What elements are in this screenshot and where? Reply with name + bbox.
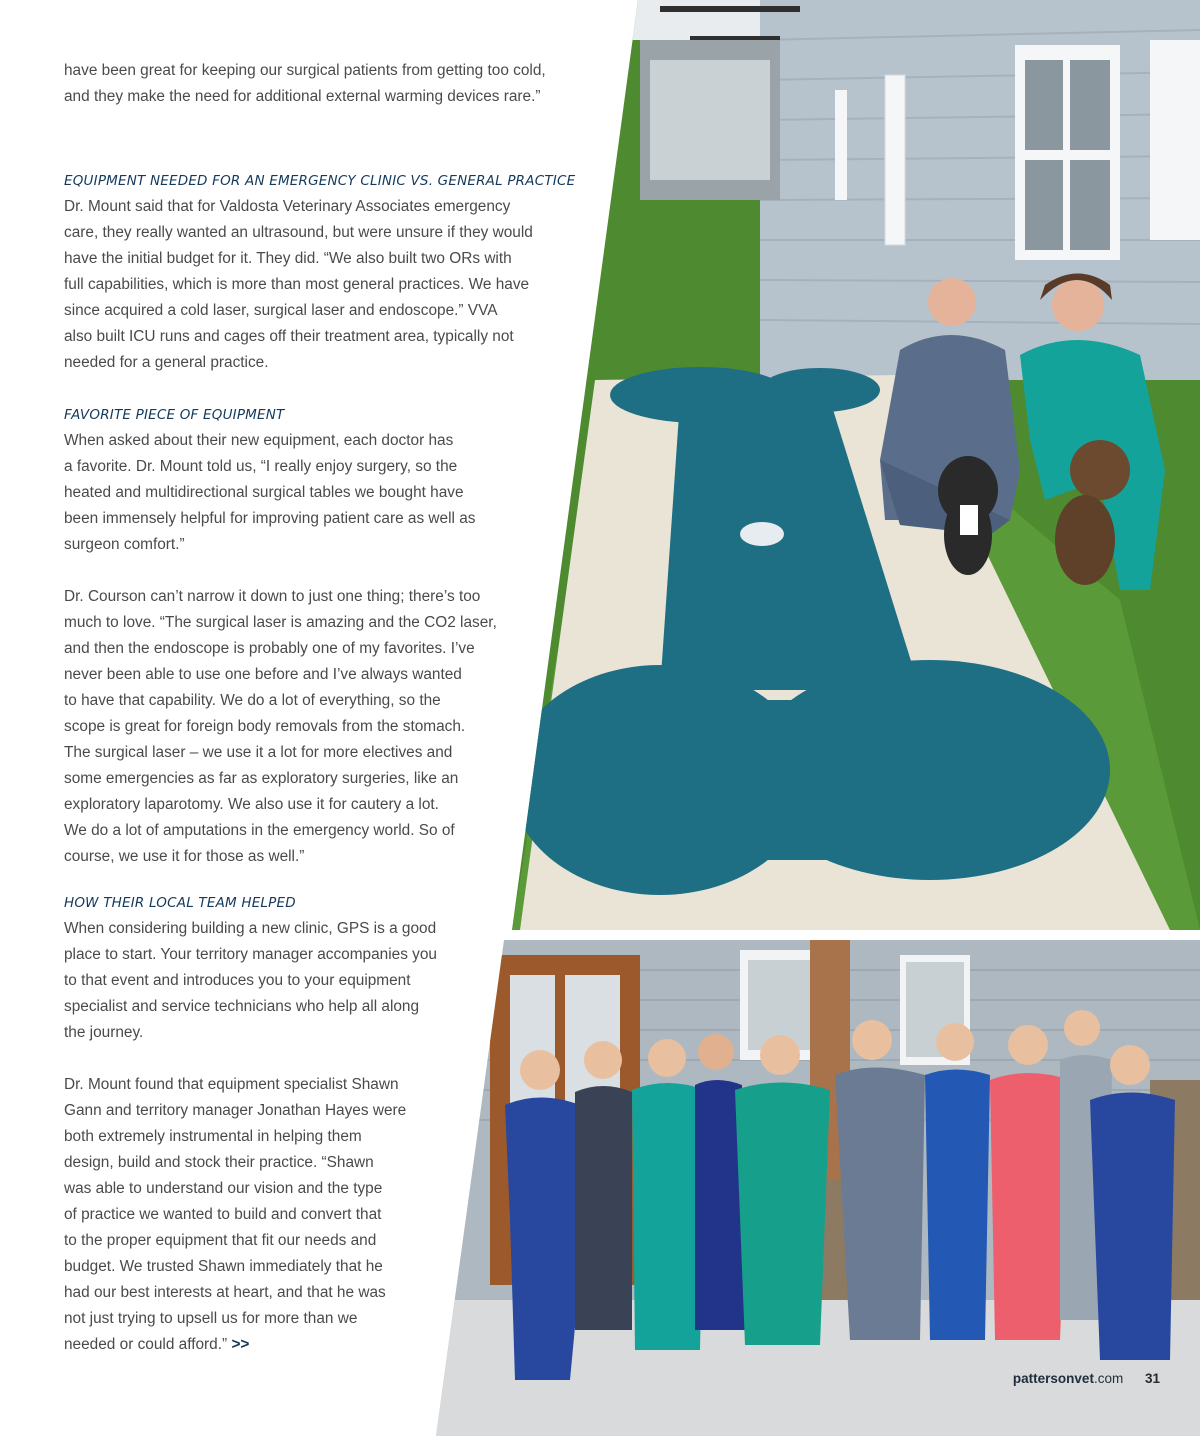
pool-drain: [740, 522, 784, 546]
footer-site-link[interactable]: pattersonvet.com: [1012, 1371, 1124, 1386]
paragraph-intro: have been great for keeping our surgical patients from getting too cold, and they make the need for additional external warming devices rare.”: [64, 62, 546, 105]
section-heading-favorite-equipment: FAVORITE PIECE OF EQUIPMENT: [64, 407, 285, 423]
article-text: [64, 58, 604, 1358]
section-heading-equipment-needed: EQUIPMENT NEEDED FOR AN EMERGENCY CLINIC VS. GENERAL PRACTICE: [64, 173, 576, 189]
paragraph-favorite-courson: Dr. Courson can’t narrow it down to just one thing; there’s too much to love. “The surgical laser is amazing and the CO2 laser, and then the endoscope is probably one of my favorites. I’ve never been able to use one before and I’ve always wanted to have that capability. We do a lot of everything, so the scope is great for foreign body removals from the stomach. The surgical laser – we use it a lot for more electives and some emergencies as far as exploratory surgeries, like an exploratory laparotomy. We also use it for cautery a lot. We do a lot of amputations in the emergency world. So of course, we use it for those as well.”: [64, 588, 497, 865]
page-footer: [940, 1371, 1160, 1386]
paragraph-local-team-shawn: Dr. Mount found that equipment specialist Shawn Gann and territory manager Jonathan Hayes were both extremely instrumental in helping them design, build and stock their practice. “Shawn was able to understand our vision and the type of practice we wanted to build and convert that to the proper equipment that fit our needs and budget. We trusted Shawn immediately that he had our best interests at heart, and that he was not just trying to upsell us for more than we needed or could afford.” >>: [64, 1076, 407, 1353]
continue-arrows[interactable]: >>: [231, 1336, 250, 1353]
paragraph-local-team-gps: When considering building a new clinic, GPS is a good place to start. Your territory manager accompanies you to that event and introduces you to your equipment specialist and service technicians who help all along the journey.: [64, 920, 437, 1041]
section-heading-local-team: HOW THEIR LOCAL TEAM HELPED: [64, 895, 296, 911]
page-number: 31: [1144, 1371, 1160, 1386]
paragraph-favorite-mount: When asked about their new equipment, each doctor has a favorite. Dr. Mount told us, “I really enjoy surgery, so the heated and multidirectional surgical tables we bought have been immensely helpful for improving patient care as well as surgeon comfort.”: [64, 432, 476, 553]
bone-pool-photo: [500, 0, 1200, 930]
paragraph-equipment-needed: Dr. Mount said that for Valdosta Veterinary Associates emergency care, they really wanted an ultrasound, but were unsure if they would have the initial budget for it. They did. “We also built two ORs with full capabilities, which is more than most general practices. We have since acquired a cold laser, surgical laser and endoscope.” VVA also built ICU runs and cages off their treatment area, typically not needed for a general practice.: [64, 198, 533, 371]
